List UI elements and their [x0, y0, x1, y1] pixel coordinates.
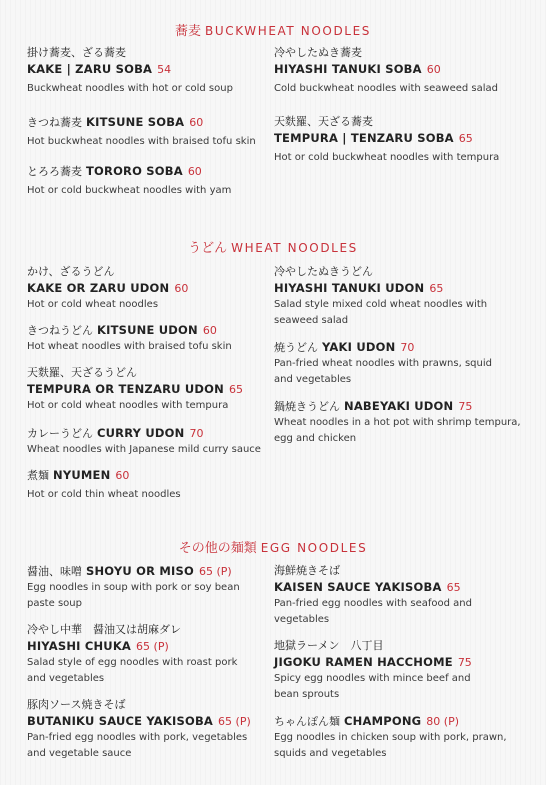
menu-item-nyumen: [27, 467, 277, 503]
item-jp-name: 冷やしたぬき蕎麦: [274, 46, 362, 59]
item-price: 65: [228, 383, 243, 396]
item-price: 65 (P): [136, 640, 169, 653]
item-price: 60: [187, 165, 202, 178]
item-name: NABEYAKI UDON: [344, 399, 454, 413]
item-description: Pan-fried wheat noodles with prawns, squid: [274, 358, 492, 369]
item-description: Egg noodles in chicken soup with pork, prawn,: [274, 732, 507, 743]
item-description: Hot or cold wheat noodles: [27, 299, 159, 310]
item-name: KAISEN SAUCE YAKISOBA: [274, 580, 442, 594]
item-description: Hot wheat noodles with braised tofu skin: [27, 341, 232, 352]
item-name: CURRY UDON: [97, 426, 185, 440]
item-name: SHOYU OR MISO: [86, 564, 194, 578]
item-price: 60: [115, 469, 130, 482]
item-jp-name: きつねうどん: [27, 324, 93, 337]
item-description: Hot or cold thin wheat noodles: [27, 489, 181, 500]
item-name: KITSUNE UDON: [97, 323, 198, 337]
item-name: HIYASHI TANUKI SOBA: [274, 62, 422, 76]
item-price: 60: [426, 63, 441, 76]
item-description: Hot or cold buckwheat noodles with tempura: [274, 152, 500, 163]
menu-item-tororo-soba: [27, 163, 277, 199]
section-title-jp: うどん: [188, 241, 228, 256]
item-description: and vegetables: [27, 673, 105, 684]
item-name: TEMPURA | TENZARU SOBA: [274, 131, 454, 145]
section-title-en: WHEAT NOODLES: [231, 241, 358, 255]
item-description: vegetables: [274, 614, 330, 625]
menu-item-kake-zaru-udon: [27, 264, 277, 313]
item-price: 75: [458, 400, 473, 413]
item-name: NYUMEN: [53, 468, 111, 482]
menu-item-yaki-udon: [274, 339, 524, 388]
item-description: Pan-fried egg noodles with seafood and: [274, 598, 472, 609]
item-jp-name: 豚肉ソース焼きそば: [27, 698, 126, 711]
menu-item-tempura-tenzaru-soba: [274, 114, 524, 166]
item-name: HIYASHI TANUKI UDON: [274, 281, 425, 295]
item-price: 60: [189, 116, 204, 129]
item-price: 70: [189, 427, 204, 440]
item-price: 80 (P): [426, 715, 459, 728]
menu-item-kaisen-sauce-yakisoba: [274, 563, 524, 628]
item-price: 75: [457, 656, 472, 669]
menu-item-hiyashi-chuka: [27, 622, 277, 687]
item-description: Buckwheat noodles with hot or cold soup: [27, 83, 233, 94]
item-description: Hot or cold wheat noodles with tempura: [27, 400, 229, 411]
section-title-jp: その他の麺類: [178, 541, 257, 556]
item-price: 65: [429, 282, 444, 295]
item-description: and vegetables: [274, 374, 352, 385]
section-title-en: EGG NOODLES: [260, 541, 368, 555]
item-jp-name: 天麩羅、天ざる蕎麦: [274, 115, 373, 128]
item-name: TEMPURA OR TENZARU UDON: [27, 382, 224, 396]
item-description: Spicy egg noodles with mince beef and: [274, 673, 471, 684]
menu-item-hiyashi-tanuki-udon: [274, 264, 524, 329]
item-description: bean sprouts: [274, 689, 340, 700]
item-jp-name: 煮麺: [27, 469, 49, 482]
item-description: Hot or cold buckwheat noodles with yam: [27, 185, 232, 196]
item-description: Egg noodles in soup with pork or soy bean: [27, 582, 240, 593]
menu-item-shoyu-miso: [27, 563, 277, 612]
section-title-jp: 蕎麦: [175, 24, 202, 39]
item-jp-name: 焼うどん: [274, 341, 318, 354]
item-description: Hot buckwheat noodles with braised tofu skin: [27, 136, 256, 147]
item-description: Wheat noodles with Japanese mild curry sauce: [27, 444, 261, 455]
menu-item-curry-udon: [27, 425, 277, 458]
item-jp-name: 天麩羅、天ざるうどん: [27, 366, 137, 379]
section-title-en: BUCKWHEAT NOODLES: [205, 24, 371, 38]
item-name: HIYASHI CHUKA: [27, 639, 132, 653]
section-title-wheat: [0, 237, 546, 256]
menu-item-nabeyaki-udon: [274, 398, 524, 447]
item-name: KAKE | ZARU SOBA: [27, 62, 153, 76]
item-jp-name: きつね蕎麦: [27, 116, 82, 129]
item-jp-name: 地獄ラーメン 八丁目: [274, 639, 384, 652]
item-jp-name: 掛け蕎麦、ざる蕎麦: [27, 46, 126, 59]
item-price: 65: [458, 132, 473, 145]
menu-item-kake-zaru-soba: [27, 45, 277, 97]
item-description: Salad style mixed cold wheat noodles with: [274, 299, 488, 310]
item-jp-name: 醤油、味噌: [27, 565, 82, 578]
item-price: 60: [202, 324, 217, 337]
item-jp-name: 冷やしたぬきうどん: [274, 265, 373, 278]
section-title-egg: [0, 537, 546, 556]
item-price: 60: [174, 282, 189, 295]
item-jp-name: ちゃんぽん麺: [274, 715, 340, 728]
item-jp-name: とろろ蕎麦: [27, 165, 82, 178]
item-name: TORORO SOBA: [86, 164, 183, 178]
item-description: seaweed salad: [274, 315, 349, 326]
menu-item-kitsune-soba: [27, 114, 277, 150]
item-description: Cold buckwheat noodles with seaweed salad: [274, 83, 499, 94]
item-name: BUTANIKU SAUCE YAKISOBA: [27, 714, 214, 728]
item-description: egg and chicken: [274, 433, 357, 444]
item-jp-name: かけ、ざるうどん: [27, 265, 115, 278]
menu-item-jigoku-ramen-hacchome: [274, 638, 524, 703]
item-price: 54: [157, 63, 172, 76]
menu-item-champong: [274, 713, 524, 762]
item-name: KAKE OR ZARU UDON: [27, 281, 170, 295]
item-description: squids and vegetables: [274, 748, 387, 759]
item-name: YAKI UDON: [322, 340, 396, 354]
item-name: CHAMPONG: [344, 714, 422, 728]
item-jp-name: 海鮮焼きそば: [274, 564, 340, 577]
item-description: and vegetable sauce: [27, 748, 132, 759]
item-price: 65 (P): [218, 715, 251, 728]
menu-item-kitsune-udon: [27, 322, 277, 355]
section-title-buckwheat: [0, 20, 546, 39]
item-description: Salad style of egg noodles with roast pork: [27, 657, 238, 668]
item-name: JIGOKU RAMEN HACCHOME: [274, 655, 453, 669]
item-description: Wheat noodles in a hot pot with shrimp tempura,: [274, 417, 521, 428]
item-price: 65: [446, 581, 461, 594]
item-description: Pan-fried egg noodles with pork, vegetables: [27, 732, 248, 743]
menu-item-butaniku-sauce-yakisoba: [27, 697, 277, 762]
item-jp-name: 鍋焼きうどん: [274, 400, 340, 413]
item-jp-name: 冷やし中華 醤油又は胡麻ダレ: [27, 623, 181, 636]
item-jp-name: カレーうどん: [27, 427, 93, 440]
item-price: 65 (P): [198, 565, 232, 578]
menu-item-hiyashi-tanuki-soba: [274, 45, 524, 97]
menu-item-tempura-tenzaru-udon: [27, 365, 277, 414]
item-name: KITSUNE SOBA: [86, 115, 185, 129]
item-description: paste soup: [27, 598, 82, 609]
item-price: 70: [400, 341, 415, 354]
